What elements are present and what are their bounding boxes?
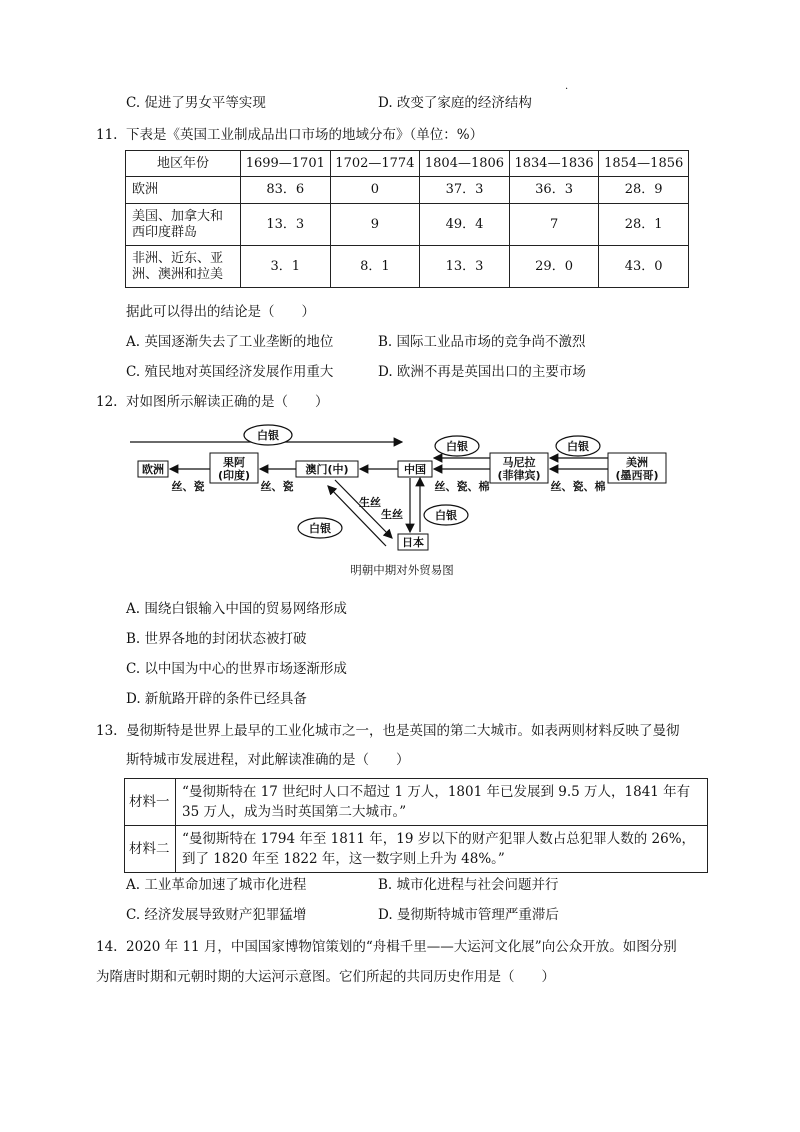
q11-stem: 下表是《英国工业制成品出口市场的地域分布》（单位：%） [126,127,484,143]
q10-option-c[interactable]: C. 促进了男女平等实现 [126,95,266,111]
table-cell: 9 [330,204,420,246]
node-america-label: 美洲 [626,456,648,469]
region-line: 美国、加拿大和 [132,208,224,224]
q13-option-d[interactable]: D. 曼彻斯特城市管理严重滞后 [378,907,559,923]
q11-prompt: 据此可以得出的结论是（ ） [126,304,315,320]
node-china-label: 中国 [404,463,426,476]
table-cell: 29．0 [509,246,599,288]
q12-option-c[interactable]: C. 以中国为中心的世界市场逐渐形成 [126,661,347,677]
q13-number: 13. [96,723,118,739]
table-header-cell: 1702—1774 [330,151,420,177]
table-row [125,826,708,873]
q11-option-b[interactable]: B. 国际工业品市场的竞争尚不激烈 [378,334,586,350]
q11-option-a[interactable]: A. 英国逐渐失去了工业垄断的地位 [126,334,334,350]
table-cell: 43．0 [599,246,689,288]
table-cell: 37．3 [420,177,510,204]
table-row [125,779,708,826]
table-header-cell: 1854—1856 [599,151,689,177]
table-cell: 13．3 [241,204,331,246]
raw-silk-label: 生丝 [381,508,403,521]
material-label: 材料一 [125,779,176,826]
table-cell: 28．1 [599,204,689,246]
q11-option-d[interactable]: D. 欧洲不再是英国出口的主要市场 [378,364,586,380]
goods-label: 丝、瓷、棉 [434,480,490,493]
material-text: “曼彻斯特在 17 世纪时人口不超过 1 万人，1801 年已发展到 9.5 万人，1841 年有 35 万人，成为当时英国第二大城市。” [176,779,708,826]
q12-option-b[interactable]: B. 世界各地的封闭状态被打破 [126,631,307,647]
table-cell: 28．9 [599,177,689,204]
q11-option-c[interactable]: C. 殖民地对英国经济发展作用重大 [126,364,334,380]
table-row [126,204,689,246]
table-cell: 36．3 [509,177,599,204]
raw-silk-label: 生丝 [359,496,381,509]
node-japan-label: 日本 [402,536,424,549]
table-cell: 13．3 [420,246,510,288]
q12-number: 12. [96,394,118,410]
silver-label: 白银 [446,440,468,453]
q12-option-d[interactable]: D. 新航路开辟的条件已经具备 [126,691,307,707]
table-cell: 49．4 [420,204,510,246]
table-row [126,177,689,204]
q13-stem-line1: 曼彻斯特是世界上最早的工业化城市之一，也是英国的第二大城市。如表两则材料反映了曼彻 [126,723,680,739]
region-line: 西印度群岛 [132,224,198,240]
silver-label: 白银 [435,509,457,522]
region-line: 非洲、近东、亚 [132,250,224,266]
silver-label: 白银 [567,440,589,453]
material-text: “曼彻斯特在 1794 年至 1811 年，19 岁以下的财产犯罪人数占总犯罪人数的 26%，到了 1820 年至 1822 年，这一数字则上升为 48%。” [176,826,708,873]
table-row-header [126,246,241,288]
stray-dot: . [565,81,569,92]
node-europe-label: 欧洲 [142,463,164,476]
q12-stem: 对如图所示解读正确的是（ ） [126,394,329,410]
q14-number: 14. [96,939,118,955]
material-label: 材料二 [125,826,176,873]
region-line: 洲、澳洲和拉美 [132,266,224,282]
node-manila-label: 马尼拉 [502,456,536,469]
node-goa-label: 果阿 [223,456,245,469]
table-row-header [126,204,241,246]
goods-label: 丝、瓷 [171,480,205,493]
table-cell: 7 [509,204,599,246]
table-header-cell: 1834—1836 [509,151,599,177]
q14-stem-line1: 2020 年 11 月，中国国家博物馆策划的“舟楫千里——大运河文化展”向公众开放。如图分别 [126,939,677,955]
table-header-row [126,151,689,177]
table-cell: 0 [330,177,420,204]
q11-number: 11. [96,127,118,143]
q13-option-a[interactable]: A. 工业革命加速了城市化进程 [126,877,307,893]
diagram-caption: 明朝中期对外贸易图 [350,563,454,577]
node-manila-sub: (菲律宾) [497,469,541,482]
goods-label: 丝、瓷、棉 [550,480,606,493]
node-macau-label: 澳门(中) [305,463,349,476]
q13-stem-line2: 斯特城市发展进程，对此解读准确的是（ ） [126,752,410,768]
q11-export-table [125,150,689,288]
table-cell: 83．6 [241,177,331,204]
table-header-cell: 1804—1806 [420,151,510,177]
node-america-sub: (墨西哥) [615,469,659,482]
q10-option-d[interactable]: D. 改变了家庭的经济结构 [378,95,532,111]
goods-label: 丝、瓷 [260,480,294,493]
trade-diagram [130,418,680,588]
q13-option-c[interactable]: C. 经济发展导致财产犯罪猛增 [126,907,307,923]
silver-label: 白银 [309,522,331,535]
table-row [126,246,689,288]
q13-material-table [124,778,708,873]
table-cell: 3．1 [241,246,331,288]
table-header-cell: 1699—1701 [241,151,331,177]
silver-arrow [328,486,386,546]
silver-label: 白银 [257,429,279,442]
table-header-cell: 地区年份 [126,151,241,177]
q12-option-a[interactable]: A. 围绕白银输入中国的贸易网络形成 [126,601,347,617]
table-row-header: 欧洲 [126,177,241,204]
q14-stem-line2: 为隋唐时期和元朝时期的大运河示意图。它们所起的共同历史作用是（ ） [96,969,555,985]
node-goa-sub: (印度) [217,469,251,482]
q13-option-b[interactable]: B. 城市化进程与社会问题并行 [378,877,559,893]
table-cell: 8．1 [330,246,420,288]
